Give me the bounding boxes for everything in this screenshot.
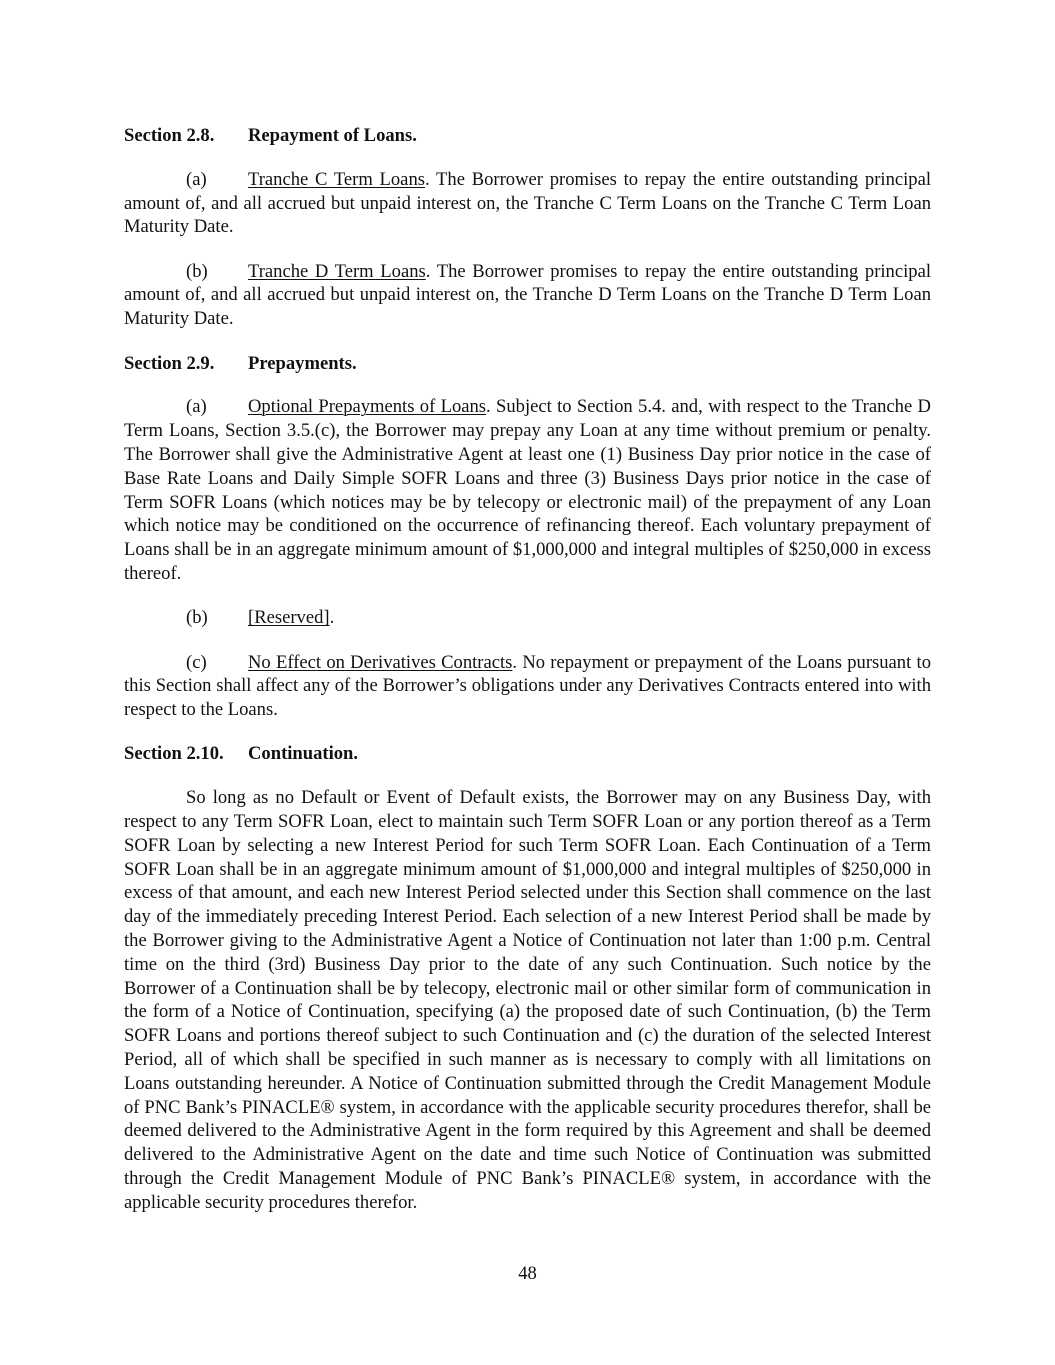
paragraph-heading: Optional Prepayments of Loans	[248, 396, 487, 418]
paragraph-2-8-b	[124, 260, 931, 331]
paragraph-text: .	[329, 607, 335, 629]
paragraph-text: . The Borrower promises to repay the entire outstanding principal amount of, and all accrued but unpaid interest on, the Tranche D Term Loans on the Tranche D Term Loan Maturity Date.	[124, 260, 931, 330]
paragraph-heading: No Effect on Derivatives Contracts	[248, 651, 513, 673]
section-title: Continuation.	[248, 743, 359, 765]
paragraph-label: (b)	[186, 607, 208, 629]
paragraph-2-8-a	[124, 168, 931, 239]
paragraph-label: (b)	[186, 260, 208, 282]
paragraph-heading: Tranche C Term Loans	[248, 168, 425, 190]
document-page	[124, 124, 931, 1235]
paragraph-2-9-b	[124, 606, 931, 630]
section-title: Repayment of Loans.	[248, 125, 417, 146]
paragraph-label: (a)	[186, 396, 207, 418]
paragraph-text: . No repayment or prepayment of the Loans pursuant to this Section shall affect any of the Borrower’s obligations under any Derivatives Contracts entered into with respect to the Loans.	[124, 651, 931, 721]
paragraph-text: . The Borrower promises to repay the entire outstanding principal amount of, and all accrued but unpaid interest on, the Tranche C Term Loans on the Tranche C Term Loan Maturity Date.	[124, 168, 931, 238]
paragraph-heading: [Reserved]	[248, 607, 330, 629]
section-2-8-heading	[124, 124, 931, 148]
paragraph-text: . Subject to Section 5.4. and, with respect to the Tranche D Term Loans, Section 3.5.(c), the Borrower may prepay any Loan at any time without premium or penalty. The Borrower shall give the Administrative Agent at least one (1) Business Day prior notice in the case of Base Rate Loans and Daily Simple SOFR Loans and three (3) Business Days prior notice in the case of Term SOFR Loans (which notices may be by telecopy or electronic mail) of the prepayment of any Loan which notice may be conditioned on the occurrence of refinancing thereof. Each voluntary prepayment of Loans shall be in an aggregate minimum amount of $1,000,000 and integral multiples of $250,000 in excess thereof.	[124, 396, 931, 584]
paragraph-label: (a)	[186, 168, 207, 190]
paragraph-text: So long as no Default or Event of Default exists, the Borrower may on any Business Day, with respect to any Term SOFR Loan, elect to maintain such Term SOFR Loan or any portion thereof as a Term SOFR Loan by selecting a new Interest Period for such Term SOFR Loan. Each Continuation of a Term SOFR Loan shall be in an aggregate minimum amount of $1,000,000 and integral multiples of $250,000 in excess of that amount, and each new Interest Period selected under this Section shall commence on the last day of the immediately preceding Interest Period. Each selection of a new Interest Period shall be made by the Borrower giving to the Administrative Agent a Notice of Continuation not later than 1:00 p.m. Central time on the third (3rd) Business Day prior to the date of any such Continuation. Such notice by the Borrower of a Continuation shall be by telecopy, electronic mail or other similar form of communication in the form of a Notice of Continuation, specifying (a) the proposed date of such Continuation, (b) the Term SOFR Loans and portions thereof subject to such Continuation and (c) the duration of the selected Interest Period, all of which shall be specified in such manner as is necessary to comply with all limitations on Loans outstanding hereunder. A Notice of Continuation submitted through the Credit Management Module of PNC Bank’s PINACLE® system, in accordance with the applicable security procedures therefor, shall be deemed delivered to the Administrative Agent in the form required by this Agreement and shall be deemed delivered to the Administrative Agent on the date and time such Notice of Continuation was submitted through the Credit Management Module of PNC Bank’s PINACLE® system, in accordance with the applicable security procedures therefor.	[124, 787, 931, 1213]
paragraph-heading: Tranche D Term Loans	[248, 260, 426, 282]
paragraph-2-9-c	[124, 651, 931, 722]
section-number: Section 2.10.	[124, 743, 224, 765]
section-2-10-heading	[124, 742, 931, 766]
section-title: Prepayments.	[248, 352, 357, 374]
paragraph-2-9-a	[124, 395, 931, 585]
section-2-9-heading	[124, 352, 931, 376]
section-number: Section 2.9.	[124, 352, 215, 374]
section-number: Section 2.8.	[124, 125, 215, 146]
paragraph-2-10	[124, 786, 931, 1214]
page-number: 48	[518, 1263, 537, 1284]
paragraph-label: (c)	[186, 651, 207, 673]
